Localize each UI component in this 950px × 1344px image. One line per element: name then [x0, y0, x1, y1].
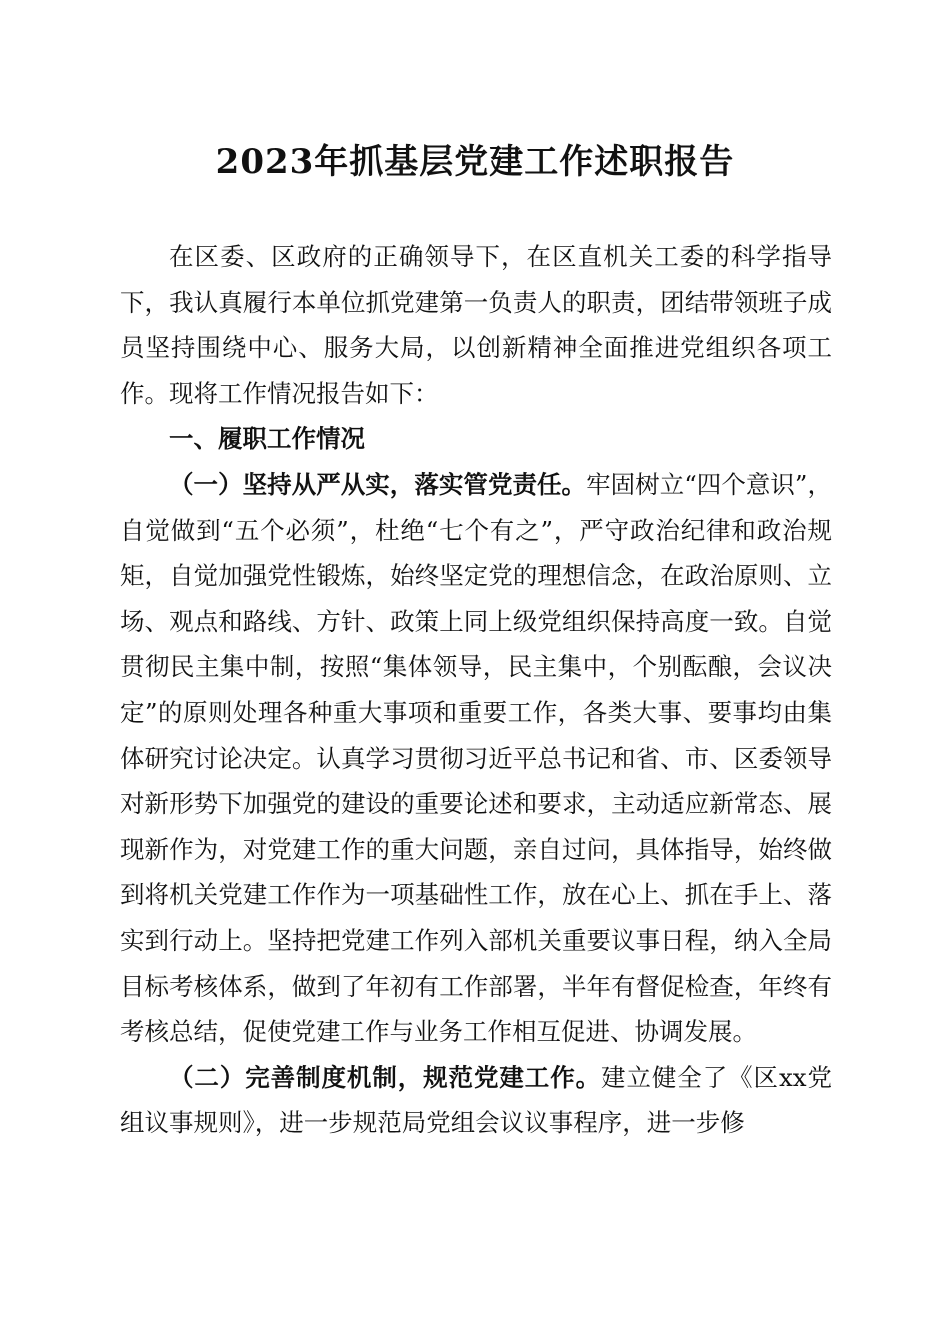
document-body — [120, 234, 832, 1146]
item-2-body: 建立健全了《区xx党组议事规则》，进一步规范局党组会议议事程序，进一步修 — [120, 1062, 832, 1138]
item-1-paragraph — [120, 462, 832, 1055]
item-1-lead: （一）坚持从严从实，落实管党责任。 — [169, 469, 587, 499]
item-2-paragraph — [120, 1055, 832, 1146]
intro-paragraph: 在区委、区政府的正确领导下，在区直机关工委的科学指导下，我认真履行本单位抓党建第一负责人的职责，团结带领班子成员坚持围绕中心、服务大局，以创新精神全面推进党组织各项工作。现将工作情况报告如下： — [120, 242, 832, 408]
item-1-body: 牢固树立“四个意识”，自觉做到“五个必须”，杜绝“七个有之”，严守政治纪律和政治规矩，自觉加强党性锻炼，始终坚定党的理想信念，在政治原则、立场、观点和路线、方针、政策上同上级党组织保持高度一致。自觉贯彻民主集中制，按照“集体领导，民主集中，个别酝酿，会议决定”的原则处理各种重大事项和重要工作，各类大事、要事均由集体研究讨论决定。认真学习贯彻习近平总书记和省、市、区委领导对新形势下加强党的建设的重要论述和要求，主动适应新常态、展现新作为，对党建工作的重大问题，亲自过问，具体指导，始终做到将机关党建工作作为一项基础性工作，放在心上、抓在手上、落实到行动上。坚持把党建工作列入部机关重要议事日程，纳入全局目标考核体系，做到了年初有工作部署，半年有督促检查，年终有考核总结，促使党建工作与业务工作相互促进、协调发展。 — [120, 469, 832, 1047]
document-title: 2023年抓基层党建工作述职报告 — [215, 142, 735, 182]
section-heading: 一、履职工作情况 — [169, 424, 365, 454]
item-2-lead: （二）完善制度机制，规范党建工作。 — [169, 1062, 602, 1092]
